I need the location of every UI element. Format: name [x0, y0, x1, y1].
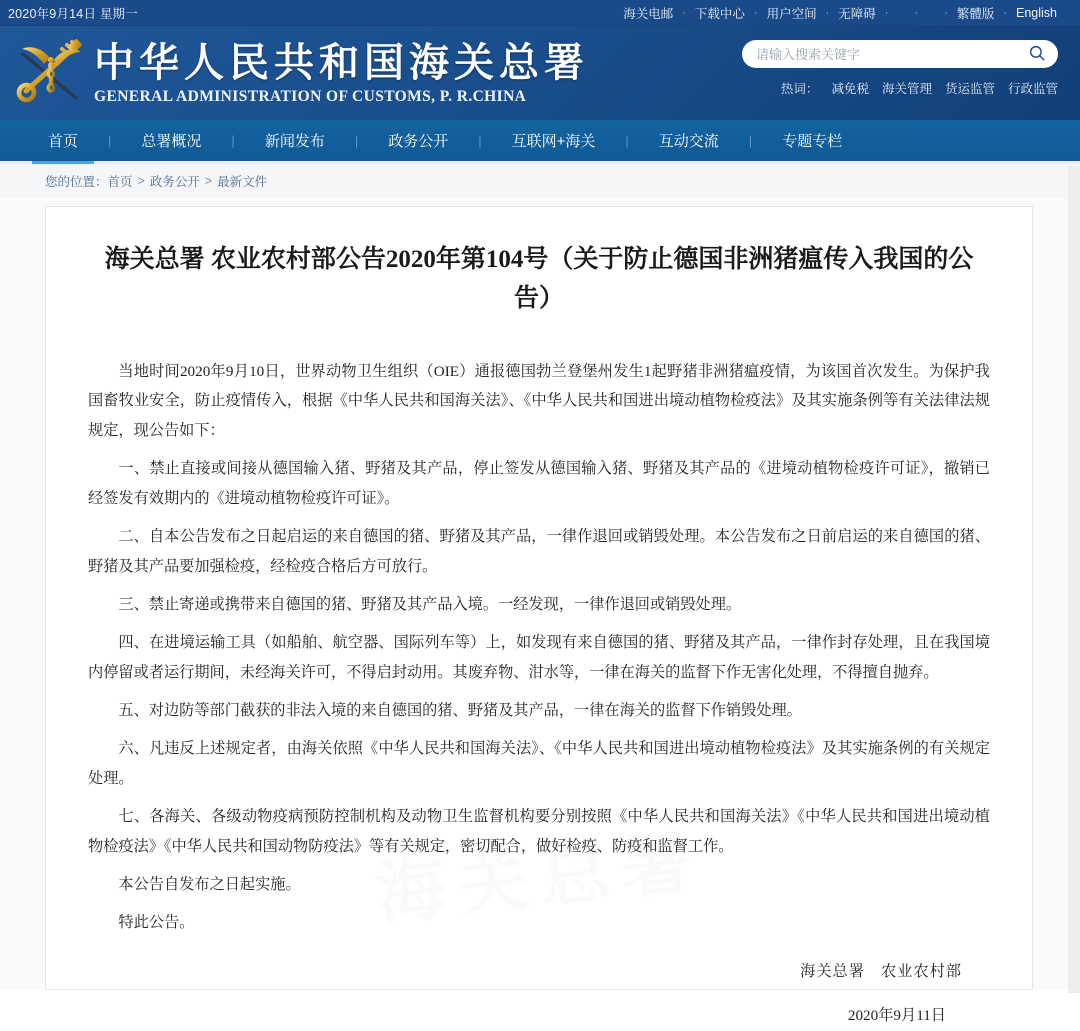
current-date: 2020年9月14日 星期一: [8, 6, 138, 21]
search-box[interactable]: [742, 40, 1058, 68]
top-link-separator: ·: [682, 6, 686, 19]
wechat-icon[interactable]: [922, 4, 940, 21]
top-link-separator: ·: [884, 6, 889, 19]
nav-divider: |: [231, 133, 235, 148]
top-link-traditional-chinese[interactable]: 繁體版: [956, 6, 995, 21]
search-input[interactable]: [756, 47, 1026, 62]
hot-word-cargo-supervision[interactable]: 货运监管: [944, 82, 995, 96]
document-paragraph: 二、自本公告发布之日起启运的来自德国的猪、野猪及其产品，一律作退回或销毁处理。本公告发布之日前启运的来自德国的猪、野猪及其产品要加强检疫，经检疫合格后方可放行。: [88, 528, 990, 576]
page-title: 海关总署 农业农村部公告2020年第104号（关于防止德国非洲猪瘟传入我国的公告）: [104, 246, 974, 312]
document-paragraph: 六、凡违反上述规定者，由海关依照《中华人民共和国海关法》、《中华人民共和国进出境动植物检疫法》及其实施条例的有关规定处理。: [88, 739, 990, 787]
document-paragraph: 四、在进境运输工具（如船舶、航空器、国际列车等）上，如发现有来自德国的猪、野猪及其产品，一律作封存处理，且在我国境内停留或者运行期间，未经海关许可，不得启封动用。其废弃物、泔水等，一律在海关的监督下作无害化处理，不得擅自抛弃。: [88, 634, 990, 681]
nav-item-interaction[interactable]: 互动交流: [658, 133, 719, 150]
weibo-icon[interactable]: [892, 4, 910, 21]
customs-key-caduceus-emblem-icon: [10, 36, 88, 110]
top-link-separator: ·: [825, 6, 830, 19]
top-link-user-space[interactable]: 用户空间: [766, 6, 817, 21]
document-paragraph: 五、对边防等部门截获的非法入境的来自德国的猪、野猪及其产品，一律在海关的监督下作销毁处理。: [118, 701, 802, 719]
top-link-separator: ·: [944, 6, 948, 19]
top-link-customs-mail[interactable]: 海关电邮: [623, 6, 674, 21]
document-card: [45, 206, 1033, 1025]
hot-word-customs-management[interactable]: 海关管理: [881, 82, 932, 96]
top-link-english[interactable]: English: [1016, 5, 1057, 20]
main-navigation: [0, 120, 1080, 164]
page-body: [0, 198, 1080, 1025]
breadcrumb: [0, 164, 1080, 198]
nav-divider: |: [108, 133, 112, 148]
breadcrumb-separator: >: [204, 174, 213, 188]
search-zone: [742, 40, 1058, 97]
top-utility-bar: [0, 0, 1080, 26]
document-paragraph: 当地时间2020年9月10日，世界动物卫生组织（OIE）通报德国勃兰登堡州发生1起野猪非洲猪瘟疫情，为该国首次发生。为保护我国畜牧业安全，防止疫情传入，根据《中华人民共和国海关法》、《中华人民共和国进出境动植物检疫法》及其实施条例等有关法律法规规定，现公告如下：: [88, 362, 990, 440]
nav-item-overview[interactable]: 总署概况: [141, 133, 202, 150]
signature-date: 2020年9月11日: [847, 1007, 946, 1025]
document-body: [88, 357, 990, 938]
hot-words-bar: [742, 79, 1058, 97]
document-paragraph: 本公告自发布之日起实施。: [118, 875, 301, 893]
top-link-accessibility[interactable]: 无障碍: [838, 6, 876, 21]
nav-divider: |: [625, 133, 629, 148]
nav-divider: |: [478, 133, 482, 148]
nav-divider: |: [748, 133, 753, 148]
breadcrumb-label: 您的位置：: [45, 175, 108, 189]
document-paragraph: 一、禁止直接或间接从德国输入猪、野猪及其产品，停止签发从德国输入猪、野猪及其产品的《进境动植物检疫许可证》，撤销已经签发有效期内的《进境动植物检疫许可证》。: [88, 460, 990, 508]
search-icon: [1028, 44, 1046, 65]
nav-item-government-affairs[interactable]: 政务公开: [388, 133, 449, 150]
nav-divider: |: [354, 133, 359, 148]
hot-word-administrative-supervision[interactable]: 行政监管: [1007, 82, 1058, 96]
hot-words-label: 热词：: [780, 82, 819, 96]
nav-item-special-topics[interactable]: 专题专栏: [782, 133, 843, 150]
nav-item-home[interactable]: 首页: [18, 120, 108, 161]
breadcrumb-item-government-affairs[interactable]: 政务公开: [149, 175, 200, 189]
signature-organizations: 海关总署 农业农村部: [800, 963, 962, 981]
top-link-download-center[interactable]: 下载中心: [694, 6, 745, 21]
document-signature: [88, 957, 990, 1031]
document-paragraph: 七、各海关、各级动物疫病预防控制机构及动物卫生监督机构要分别按照《中华人民共和国海关法》《中华人民共和国进出境动植物检疫法》《中华人民共和国动物防疫法》等有关规定，密切配合，做好检疫、防疫和监督工作。: [88, 807, 990, 855]
top-links-group: [614, 4, 1066, 22]
document-paragraph: 特此公告。: [118, 913, 195, 931]
breadcrumb-item-home[interactable]: 首页: [107, 175, 133, 189]
site-title-en: GENERAL ADMINISTRATION OF CUSTOMS, P. R.CHINA: [94, 88, 527, 105]
top-link-separator: ·: [914, 6, 919, 19]
nav-item-news[interactable]: 新闻发布: [264, 133, 325, 150]
scroll-gutter[interactable]: [1068, 166, 1080, 993]
search-button[interactable]: [1026, 43, 1048, 65]
nav-item-internet-plus-customs[interactable]: 互联网+海关: [511, 133, 596, 150]
hot-word-tax-reduction[interactable]: 减免税: [831, 82, 869, 96]
site-brand[interactable]: [0, 36, 589, 110]
top-link-separator: ·: [1003, 6, 1007, 19]
site-masthead: [0, 26, 1080, 120]
document-paragraph: 三、禁止寄递或携带来自德国的猪、野猪及其产品入境。一经发现，一律作退回或销毁处理。: [118, 596, 742, 614]
site-title-cn: 中华人民共和国海关总署: [94, 40, 589, 85]
top-link-separator: ·: [753, 6, 758, 19]
breadcrumb-separator: >: [137, 174, 145, 188]
breadcrumb-item-latest-documents[interactable]: 最新文件: [217, 175, 268, 189]
